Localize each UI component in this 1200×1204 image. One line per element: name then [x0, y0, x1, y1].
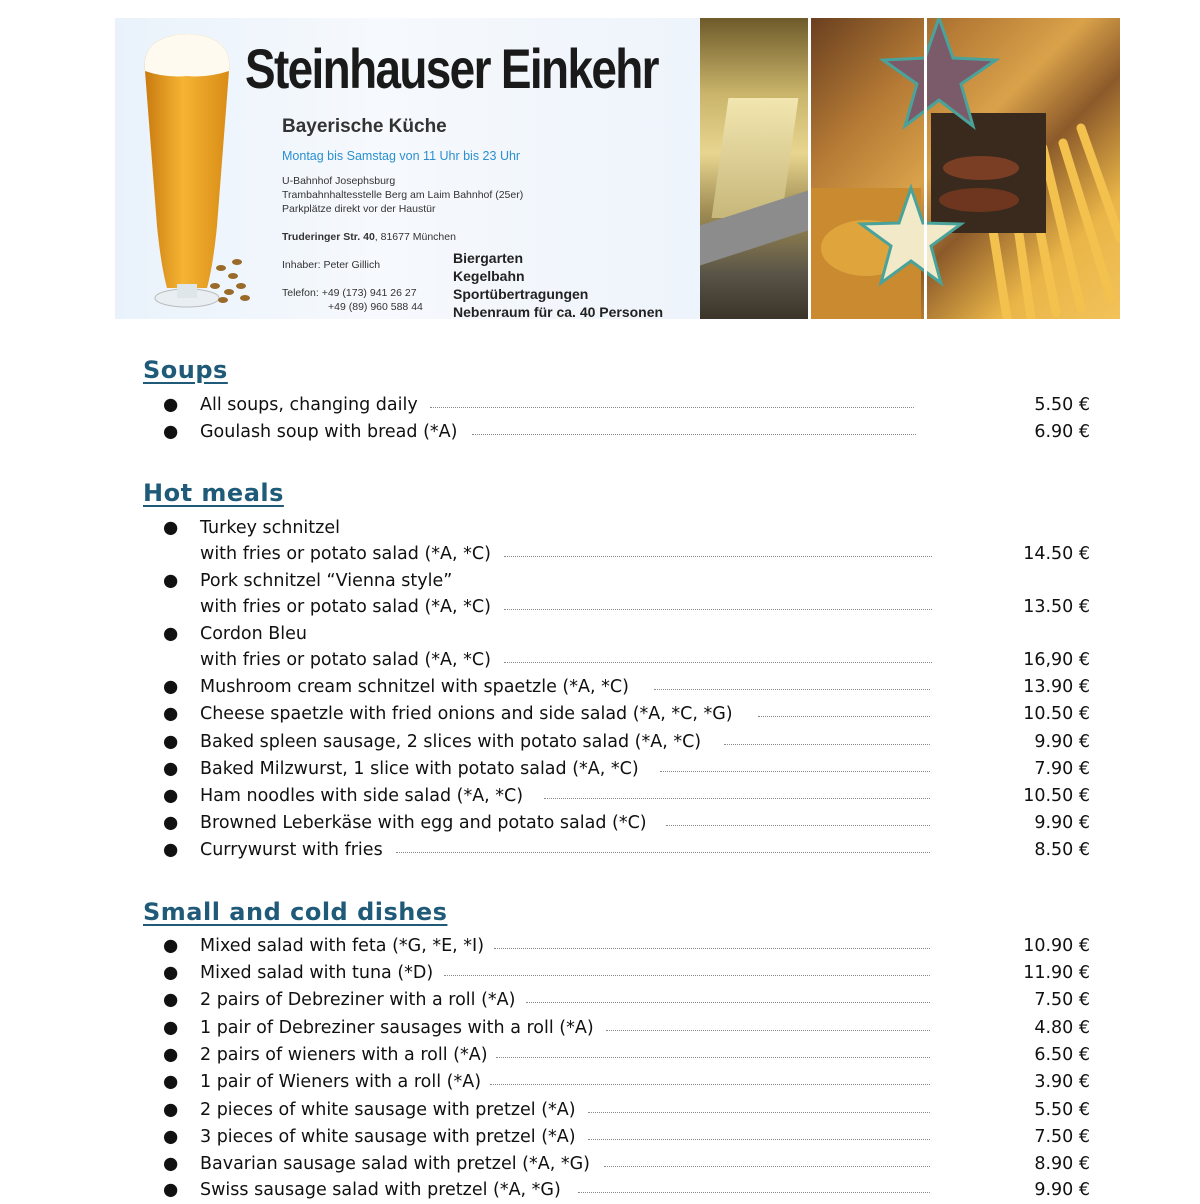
opening-hours: Montag bis Samstag von 11 Uhr bis 23 Uhr	[282, 149, 521, 163]
menu-item: ● Cordon Bleu	[163, 624, 308, 644]
menu-item: ● Turkey schnitzel	[163, 518, 340, 538]
food-photo	[811, 18, 1120, 319]
menu-item: ● Mixed salad with feta (*G, *E, *I) 10.90 €	[163, 936, 1090, 956]
menu-item: ● Cheese spaetzle with fried onions and side salad (*A, *C, *G) 10.50 €	[163, 704, 1090, 724]
feature-list: Biergarten Kegelbahn Sportübertragungen Nebenraum für ca. 40 Personen	[453, 250, 664, 319]
section-title-soups: Soups	[143, 356, 228, 384]
menu-item-detail: with fries or potato salad (*A, *C) 13.50 €	[200, 597, 1090, 617]
menu-item-detail: with fries or potato salad (*A, *C) 16,90 €	[200, 650, 1090, 670]
menu-item: ● Swiss sausage salad with pretzel (*A, *G) 9.90 €	[163, 1180, 1090, 1200]
phone-numbers: Telefon: +49 (173) 941 26 27 +49 (89) 960 588 44	[282, 287, 423, 313]
bowling-alley-photo	[700, 18, 808, 319]
banner-subtitle: Bayerische Küche	[282, 116, 447, 137]
menu-item: ● 1 pair of Debreziner sausages with a roll (*A) 4.80 €	[163, 1018, 1090, 1038]
menu-item: ● Currywurst with fries 8.50 €	[163, 840, 1090, 860]
photo-divider	[924, 18, 927, 319]
menu-item: ● 2 pairs of Debreziner with a roll (*A) 7.50 €	[163, 990, 1090, 1010]
menu-item: ● Bavarian sausage salad with pretzel (*A, *G) 8.90 €	[163, 1154, 1090, 1174]
transit-info: U-Bahnhof Josephsburg Trambahnhaltesstelle Berg am Laim Bahnhof (25er) Parkplätze direkt vor der Haustür	[282, 175, 524, 215]
section-title-small-cold-dishes: Small and cold dishes	[143, 898, 448, 926]
menu-item: ● Pork schnitzel “Vienna style”	[163, 571, 453, 591]
menu-item: ● 1 pair of Wieners with a roll (*A) 3.90 €	[163, 1072, 1090, 1092]
menu-item: ● All soups, changing daily 5.50 €	[163, 395, 1090, 415]
header-banner	[115, 18, 1120, 319]
menu-item: ● 2 pairs of wieners with a roll (*A) 6.50 €	[163, 1045, 1090, 1065]
grain-image	[201, 228, 261, 308]
food-collage-image	[811, 18, 1120, 319]
menu-item: ● 2 pieces of white sausage with pretzel (*A) 5.50 €	[163, 1100, 1090, 1120]
address: Truderinger Str. 40, 81677 München	[282, 231, 456, 243]
menu-item: ● 3 pieces of white sausage with pretzel (*A) 7.50 €	[163, 1127, 1090, 1147]
brand-name: Steinhauser Einkehr	[245, 37, 658, 100]
menu-item: ● Baked Milzwurst, 1 slice with potato salad (*A, *C) 7.90 €	[163, 759, 1090, 779]
owner: Inhaber: Peter Gillich	[282, 259, 381, 271]
menu-item: ● Ham noodles with side salad (*A, *C) 10.50 €	[163, 786, 1090, 806]
menu-item: ● Mixed salad with tuna (*D) 11.90 €	[163, 963, 1090, 983]
menu-item: ● Browned Leberkäse with egg and potato salad (*C) 9.90 €	[163, 813, 1090, 833]
section-title-hot-meals: Hot meals	[143, 479, 284, 507]
menu-item: ● Baked spleen sausage, 2 slices with potato salad (*A, *C) 9.90 €	[163, 732, 1090, 752]
menu-item: ● Goulash soup with bread (*A) 6.90 €	[163, 422, 1090, 442]
menu-item: ● Mushroom cream schnitzel with spaetzle (*A, *C) 13.90 €	[163, 677, 1090, 697]
menu-item-detail: with fries or potato salad (*A, *C) 14.50 €	[200, 544, 1090, 564]
